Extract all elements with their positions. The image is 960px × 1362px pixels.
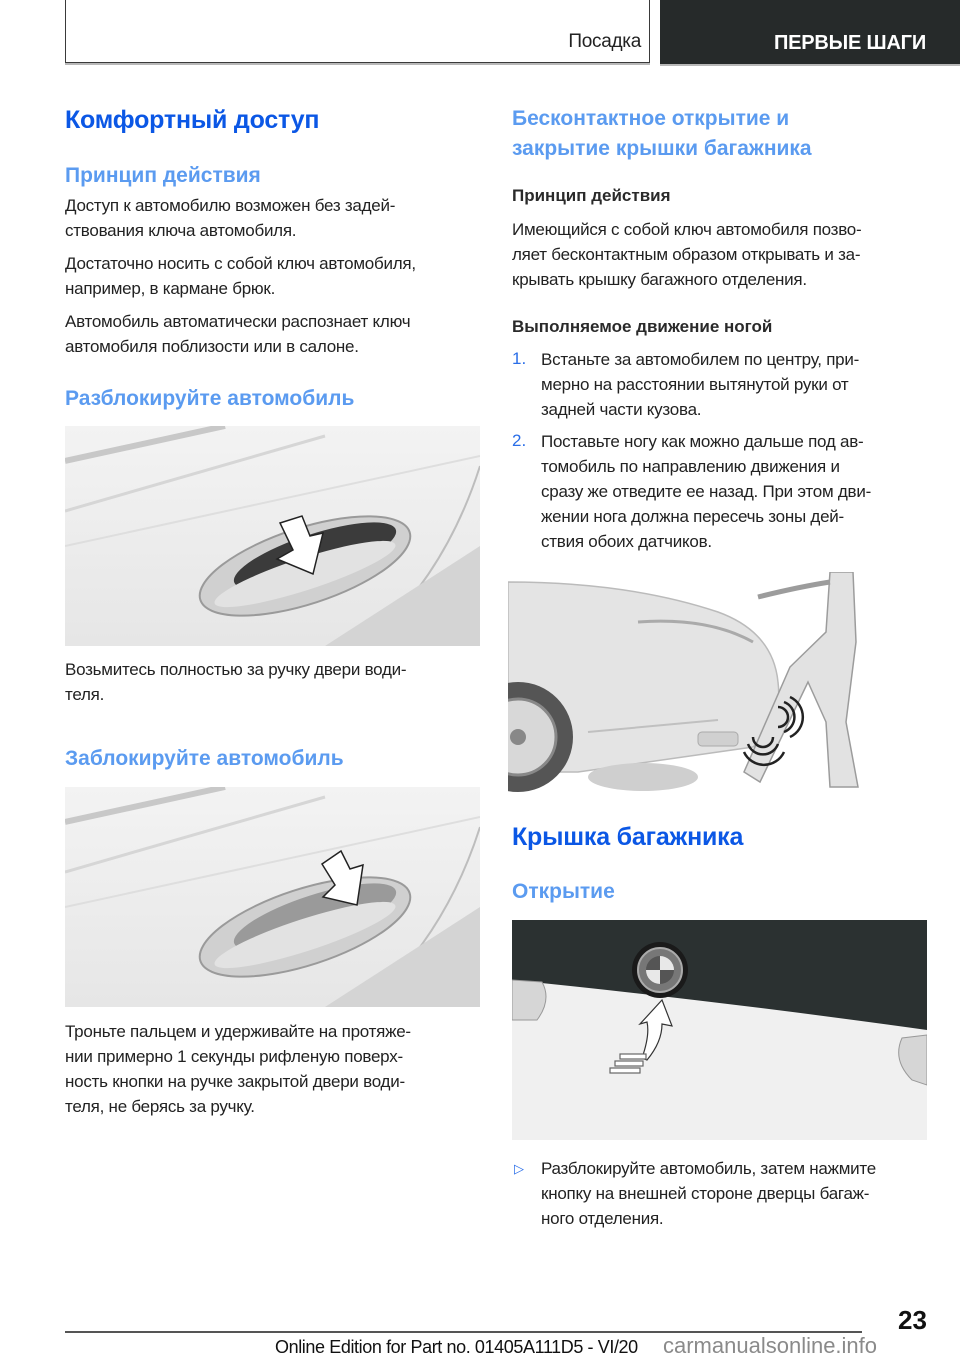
paragraph-line: крывать крышку багажного отделения.	[512, 270, 807, 289]
subheading-foot-motion: Выполняемое движение ногой	[512, 317, 773, 336]
step-line: ствия обоих датчиков.	[541, 532, 712, 551]
paragraph-line: Имеющийся с собой ключ автомобиля позво-	[512, 220, 862, 239]
paragraph-line: ствования ключа автомобиля.	[65, 221, 297, 240]
edition-text: Online Edition for Part no. 01405A111D5 - VI/20	[275, 1337, 638, 1357]
step-number: 1.	[512, 349, 527, 368]
caption-line: нии примерно 1 секунды рифленую поверх-	[65, 1047, 403, 1066]
chapter-label: ПЕРВЫЕ ШАГИ	[773, 32, 926, 54]
page-title-comfort-access: Комфортный доступ	[65, 106, 320, 134]
step-line: мерно на расстоянии вытянутой руки от	[541, 375, 849, 394]
header-section-tab	[65, 0, 650, 63]
step-line: жении нога должна пересечь зоны дей-	[541, 507, 844, 526]
header-chapter-tab	[660, 0, 960, 64]
bullet-line: ного отделения.	[541, 1209, 664, 1228]
bullet-line: кнопку на внешней стороне дверцы багаж-	[541, 1184, 870, 1203]
heading-handsfree-trunk-line2: закрытие крышки багажника	[512, 137, 812, 160]
caption-line: теля, не берясь за ручку.	[65, 1097, 255, 1116]
heading-lock: Заблокируйте автомобиль	[65, 747, 344, 770]
paragraph-line: Автомобиль автоматически распознает ключ	[65, 312, 411, 331]
step-line: Встаньте за автомобилем по центру, при-	[541, 350, 860, 369]
paragraph-line: Доступ к автомобилю возможен без задей-	[65, 196, 396, 215]
caption-line: Троньте пальцем и удерживайте на протяже-	[65, 1022, 411, 1041]
step-line: томобиль по направлению движения и	[541, 457, 840, 476]
paragraph-line: ляет бесконтактным образом открывать и за-	[512, 245, 861, 264]
section-title-trunk-lid: Крышка багажника	[512, 823, 744, 851]
heading-unlock: Разблокируйте автомобиль	[65, 387, 355, 410]
step-line: сразу же отведите ее назад. При этом дви-	[541, 482, 871, 501]
subheading-principle: Принцип действия	[512, 186, 671, 205]
bullet-triangle-icon: ▷	[514, 1161, 524, 1176]
heading-handsfree-trunk-line1: Бесконтактное открытие и	[512, 107, 790, 130]
paragraph-line: Достаточно носить с собой ключ автомобиля,	[65, 254, 416, 273]
caption-line: теля.	[65, 685, 105, 704]
door-handle-lock-image	[65, 787, 480, 1007]
step-line: Поставьте ногу как можно дальше под ав-	[541, 432, 864, 451]
foot-gesture-image	[508, 572, 863, 794]
bullet-line: Разблокируйте автомобиль, затем нажмите	[541, 1159, 876, 1178]
heading-opening: Открытие	[512, 880, 615, 903]
caption-line: Возьмитесь полностью за ручку двери води-	[65, 660, 407, 679]
paragraph-line: автомобиля поблизости или в салоне.	[65, 337, 359, 356]
step-line: задней части кузова.	[541, 400, 702, 419]
heading-principle: Принцип действия	[65, 164, 261, 187]
page-number: 23	[898, 1305, 927, 1335]
section-label: Посадка	[568, 31, 641, 52]
door-handle-unlock-image	[65, 426, 480, 646]
caption-line: ность кнопки на ручке закрытой двери води-	[65, 1072, 405, 1091]
paragraph-line: например, в кармане брюк.	[65, 279, 276, 298]
watermark-link[interactable]: carmanualsonline.info	[663, 1333, 878, 1358]
step-number: 2.	[512, 431, 527, 450]
trunk-button-image	[512, 920, 927, 1140]
